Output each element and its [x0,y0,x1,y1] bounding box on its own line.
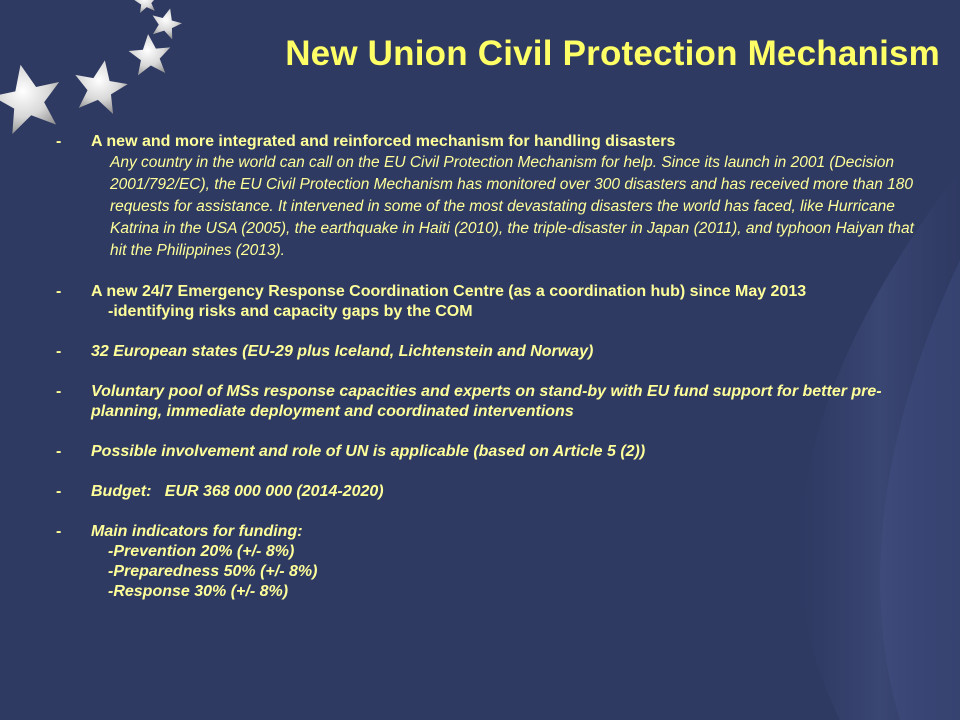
bullet-heading: Voluntary pool of MSs response capacities and experts on stand-by with EU fund support for better pre-planning, immediate deployment and coordinated interventions [91,383,882,420]
bullet-dash: - [56,523,62,540]
star-icon [127,32,172,76]
bullet-dash: - [56,133,62,150]
bullet-ercc [56,282,916,322]
funding-item-preparedness: -Preparedness 50% (+/- 8%) [108,563,318,580]
bullet-mechanism [56,132,916,262]
star-icon [0,58,68,137]
funding-item-prevention: -Prevention 20% (+/- 8%) [108,543,295,560]
bullet-heading: 32 European states (EU-29 plus Iceland, Lichtenstein and Norway) [91,343,594,360]
bullet-heading: Main indicators for funding: [91,523,303,540]
bullet-budget [56,482,916,502]
bullet-description: Any country in the world can call on the EU Civil Protection Mechanism for help. Since its launch in 2001 (Decision 2001/792/EC), the EU Civil Protection Mechanism has monitored over 300 disasters and has received more than 180 requests for assistance. It intervened in some of the most devastating disasters the world has faced, like Hurricane Katrina in the USA (2005), the earthquake in Haiti (2010), the triple-disaster in Japan (2011), and typhoon Haiyan that hit the Philippines (2013). [110,154,914,259]
bullet-heading: Possible involvement and role of UN is applicable (based on Article 5 (2)) [91,443,646,460]
bullet-subitem: -identifying risks and capacity gaps by the COM [108,303,473,320]
bullet-dash: - [56,383,62,400]
bullet-dash: - [56,283,62,300]
bullet-heading: A new and more integrated and reinforced mechanism for handling disasters [91,133,676,150]
slide-title: New Union Civil Protection Mechanism [285,34,940,73]
bullet-un-role [56,442,916,462]
star-icon [133,0,159,13]
bullet-states [56,342,916,362]
bullet-heading: Budget: EUR 368 000 000 (2014-2020) [91,483,384,500]
funding-item-response: -Response 30% (+/- 8%) [108,583,289,600]
slide-content [56,132,916,622]
bullet-heading: A new 24/7 Emergency Response Coordination Centre (as a coordination hub) since May 2013 [91,283,807,300]
bullet-dash: - [56,483,62,500]
bullet-dash: - [56,343,62,360]
bullet-funding-indicators [56,522,916,602]
bullet-dash: - [56,443,62,460]
bullet-voluntary-pool [56,382,916,422]
star-icon [70,56,131,116]
